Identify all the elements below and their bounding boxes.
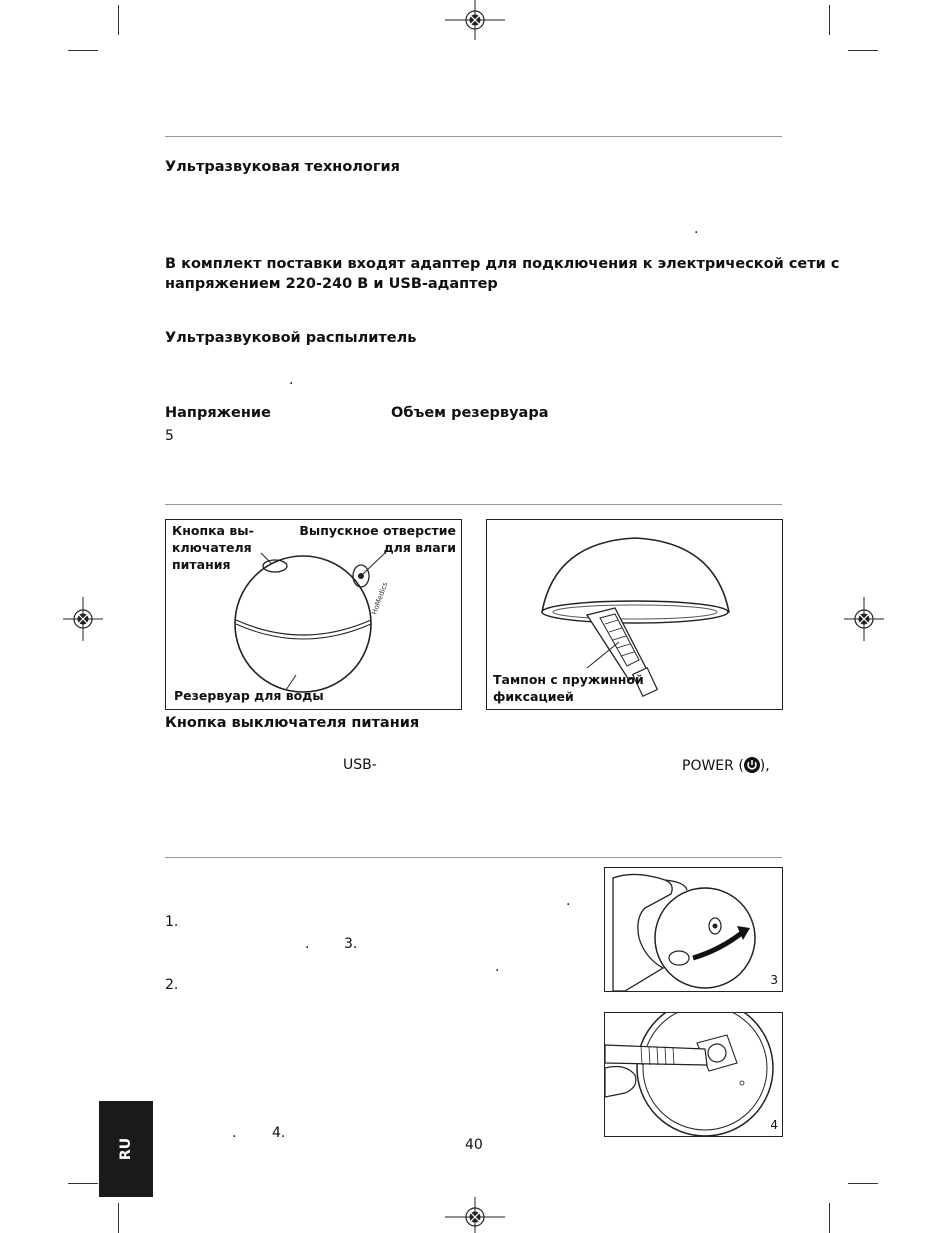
figure-device-overview <box>165 519 462 710</box>
sprayer-heading: Ультразвуковой распылитель <box>165 330 417 346</box>
section-divider <box>165 857 782 858</box>
tech-dot: . <box>694 221 699 237</box>
crop-mark <box>829 1203 830 1233</box>
crop-mark <box>68 1183 98 1184</box>
power-instruction <box>682 757 770 777</box>
crop-mark <box>848 1183 878 1184</box>
section-divider <box>165 136 782 137</box>
step-dot-bottom: . <box>232 1125 237 1141</box>
label-moisture-outlet: Выпускное отверстие для влаги <box>299 523 456 555</box>
crop-mark <box>118 5 119 35</box>
page-number: 40 <box>465 1137 483 1153</box>
tank-heading: Объем резервуара <box>391 405 549 421</box>
step-dot-mid: . <box>305 936 310 952</box>
label-power-button: Кнопка вы- ключателя питания <box>172 523 254 572</box>
figure-3 <box>604 867 783 992</box>
registration-mark-right <box>844 597 884 641</box>
step-dot-top: . <box>566 893 571 909</box>
hand-rotating-sphere-illustration <box>605 868 782 991</box>
power-button-heading: Кнопка выключателя питания <box>165 715 420 731</box>
voltage-heading: Напряжение <box>165 405 271 421</box>
crop-mark <box>118 1203 119 1233</box>
power-text-after: ), <box>759 758 770 774</box>
step-dot-low: . <box>495 959 500 975</box>
figure-4-number: 4 <box>770 1118 778 1132</box>
sprayer-dot: . <box>289 372 294 388</box>
registration-mark-bottom <box>445 1197 505 1233</box>
kit-note-line1: В комплект поставки входят адаптер для подключения к электрической сети с <box>165 256 840 272</box>
label-spring-swab: Тампон с пружинной фиксацией <box>493 672 644 704</box>
swab-cleaning-illustration <box>605 1013 782 1136</box>
crop-mark <box>848 50 878 51</box>
label-water-tank: Резервуар для воды <box>174 688 324 703</box>
tech-heading: Ультразвуковая технология <box>165 159 400 175</box>
language-tab <box>99 1101 153 1197</box>
step-1-number: 1. <box>165 914 179 930</box>
crop-mark <box>68 50 98 51</box>
brand-logo: HoMedics <box>370 581 390 616</box>
figure-cleaning-swab <box>486 519 783 710</box>
figure-4 <box>604 1012 783 1137</box>
section-divider <box>165 504 782 505</box>
registration-mark-top <box>445 0 505 40</box>
step-4-number: 4. <box>272 1125 286 1141</box>
voltage-value: 5 <box>165 428 174 444</box>
step-3-number: 3. <box>344 936 358 952</box>
figure-3-number: 3 <box>770 973 778 987</box>
crop-mark <box>829 5 830 35</box>
step-2-number: 2. <box>165 977 179 993</box>
power-text-before: POWER ( <box>682 758 744 774</box>
registration-mark-left <box>63 597 103 641</box>
power-symbol-icon <box>744 757 760 777</box>
usb-text: USB- <box>343 757 377 773</box>
kit-note-line2: напряжением 220-240 В и USB-адаптер <box>165 276 498 292</box>
language-tab-label: RU <box>118 1137 134 1161</box>
